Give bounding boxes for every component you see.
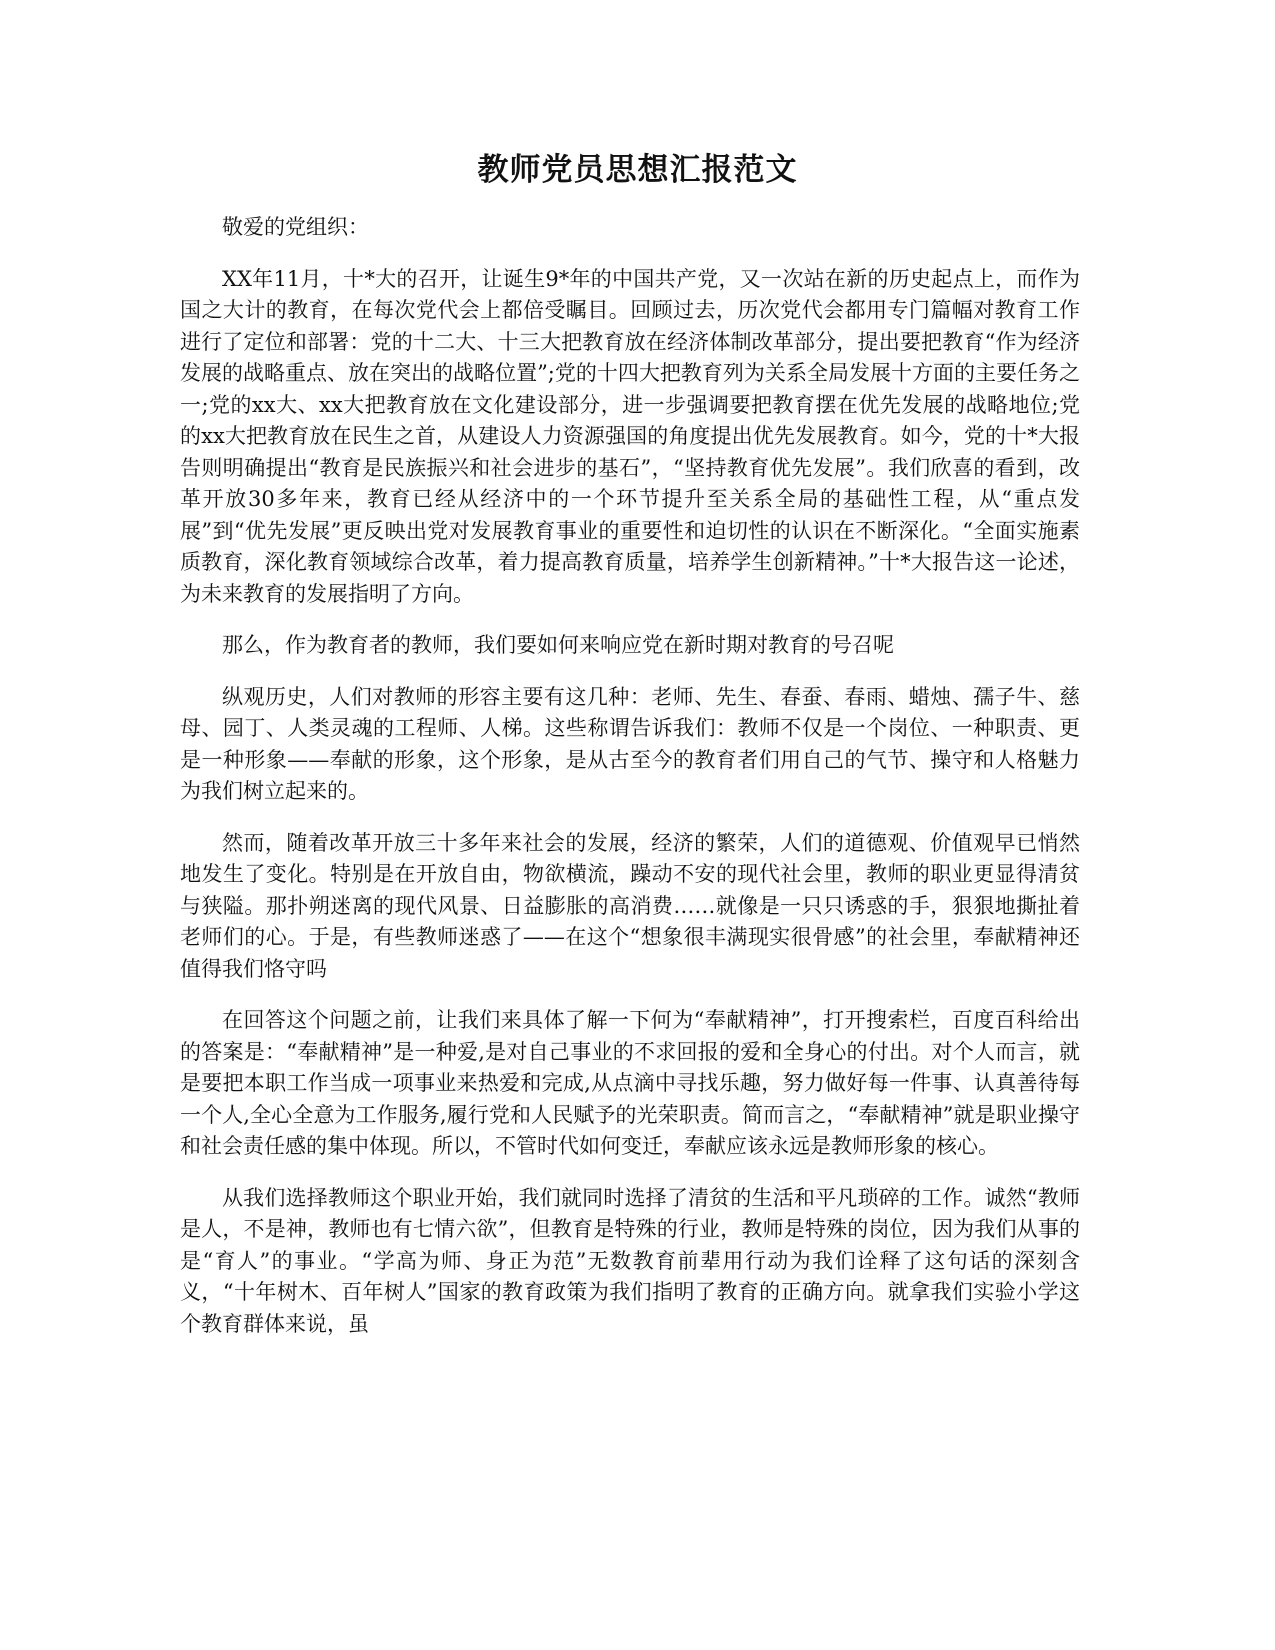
document-title: 教师党员思想汇报范文 — [477, 152, 798, 188]
paragraph-3: 纵观历史，人们对教师的形容主要有这几种：老师、先生、春蚕、春雨、蜡烛、孺子牛、慈母、园丁、人类灵魂的工程师、人梯。这些称谓告诉我们：教师不仅是一个岗位、一种职责、更是一种形象——奉献的形象，这个形象，是从古至今的教育者们用自己的气节、操守和人格魅力为我们树立起来的。 — [180, 684, 1080, 803]
paragraph-1: XX年11月，十*大的召开，让诞生9*年的中国共产党，又一次站在新的历史起点上，而作为国之大计的教育，在每次党代会上都倍受瞩目。回顾过去，历次党代会都用专门篇幅对教育工作进行了定位和部署：党的十二大、十三大把教育放在经济体制改革部分，提出要把教育“作为经济发展的战略重点、放在突出的战略位置”;党的十四大把教育列为关系全局发展十方面的主要任务之一;党的xx大、xx大把教育放在文化建设部分，进一步强调要把教育摆在优先发展的战略地位;党的xx大把教育放在民生之首，从建设人力资源强国的角度提出优先发展教育。如今，党的十*大报告则明确提出“教育是民族振兴和社会进步的基石”，“坚持教育优先发展”。我们欣喜的看到，改革开放30多年来，教育已经从经济中的一个环节提升至关系全局的基础性工程，从“重点发展”到“优先发展”更反映出党对发展教育事业的重要性和迫切性的认识在不断深化。“全面实施素质教育，深化教育领域综合改革，着力提高教育质量，培养学生创新精神。”十*大报告这一论述，为未来教育的发展指明了方向。 — [180, 266, 1080, 606]
document-body — [180, 212, 1080, 1360]
paragraph-5: 在回答这个问题之前，让我们来具体了解一下何为“奉献精神”，打开搜索栏，百度百科给出的答案是：“奉献精神”是一种爱,是对自己事业的不求回报的爱和全身心的付出。对个人而言，就是要把本职工作当成一项事业来热爱和完成,从点滴中寻找乐趣，努力做好每一件事、认真善待每一个人,全心全意为工作服务,履行党和人民赋予的光荣职责。简而言之，“奉献精神”就是职业操守和社会责任感的集中体现。所以，不管时代如何变迁，奉献应该永远是教师形象的核心。 — [180, 1008, 1080, 1158]
salutation: 敬爱的党组织： — [222, 215, 369, 239]
paragraph-4: 然而，随着改革开放三十多年来社会的发展，经济的繁荣，人们的道德观、价值观早已悄然地发生了变化。特别是在开放自由，物欲横流，躁动不安的现代社会里，教师的职业更显得清贫与狭隘。那扑朔迷离的现代风景、日益膨胀的高消费……就像是一只只诱惑的手，狠狠地撕扯着老师们的心。于是，有些教师迷惑了——在这个“想象很丰满现实很骨感”的社会里，奉献精神还值得我们恪守吗 — [180, 830, 1080, 981]
paragraph-6: 从我们选择教师这个职业开始，我们就同时选择了清贫的生活和平凡琐碎的工作。诚然“教师是人，不是神，教师也有七情六欲”，但教育是特殊的行业，教师是特殊的岗位，因为我们从事的是“育人”的事业。“学高为师、身正为范”无数教育前辈用行动为我们诠释了这句话的深刻含义，“十年树木、百年树人”国家的教育政策为我们指明了教育的正确方向。就拿我们实验小学这个教育群体来说，虽 — [180, 1185, 1080, 1336]
paragraph-2: 那么，作为教育者的教师，我们要如何来响应党在新时期对教育的号召呢 — [222, 633, 894, 657]
